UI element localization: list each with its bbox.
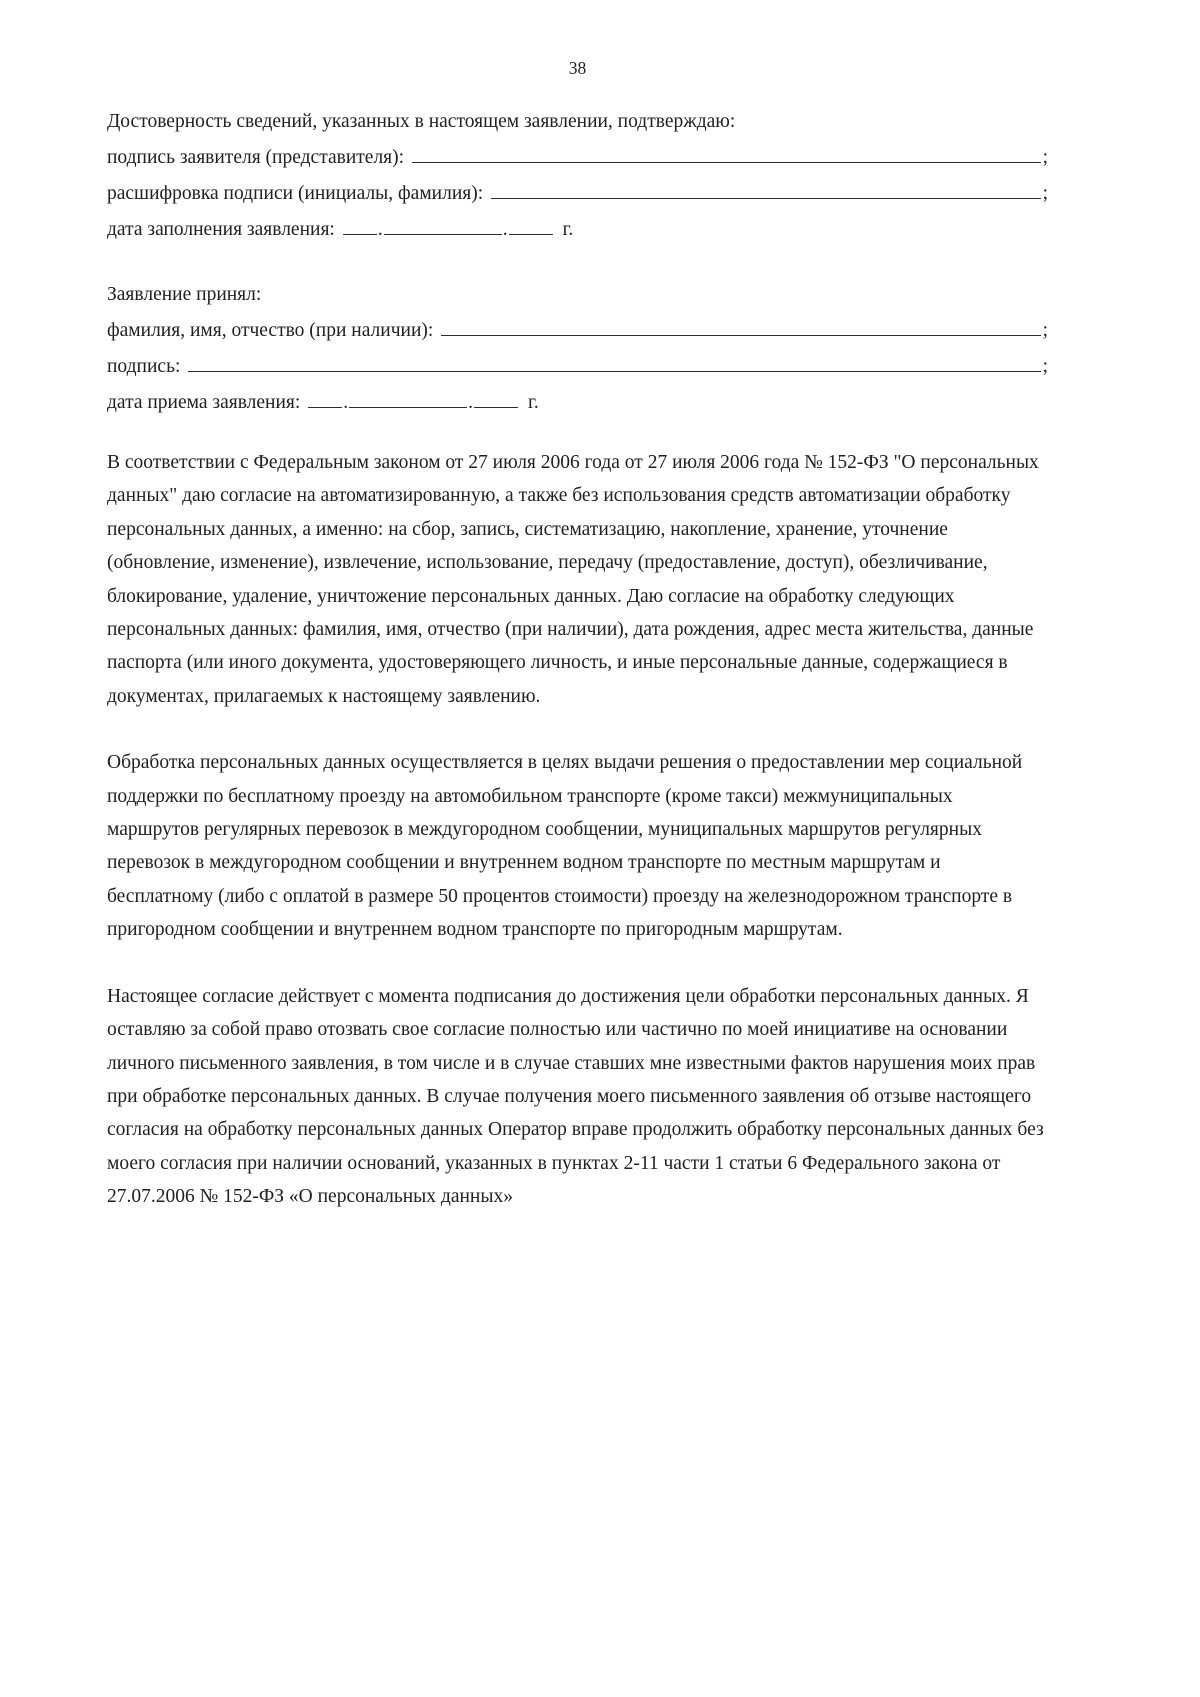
applicant-signature-blank xyxy=(412,144,1041,164)
confirmation-intro: Достоверность сведений, указанных в настоящем заявлении, подтверждаю: xyxy=(107,111,736,132)
consent-validity-paragraph: Настоящее согласие действует с момента подписания до достижения цели обработки персональных данных. Я оставляю за собой право отозвать свое согласие полностью или частично по моей инициативе на основании личного письменного заявления, в том числе и в случае ставших мне известными фактов нарушения моих прав при обработке персональных данных. В случае получения моего письменного заявления об отзыве настоящего согласия на обработку персональных данных Оператор вправе продолжить обработку персональных данных без моего согласия при наличии оснований, указанных в пунктах 2-11 части 1 статьи 6 Федерального закона от 27.07.2006 № 152-ФЗ «О персональных данных» xyxy=(107,985,1044,1208)
page-number: 38 xyxy=(568,58,587,78)
confirmation-intro-line xyxy=(107,104,1048,140)
signature-transcript-label: расшифровка подписи (инициалы, фамилия): xyxy=(107,183,484,204)
line-suffix: ; xyxy=(1042,183,1048,204)
signature-transcript-line xyxy=(107,176,1048,212)
receiver-signature-label: подпись: xyxy=(107,356,181,377)
receiver-name-line xyxy=(107,313,1048,349)
line-suffix: ; xyxy=(1042,356,1048,377)
receiver-name-blank xyxy=(441,317,1040,337)
processing-purpose-paragraph: Обработка персональных данных осуществляется в целях выдачи решения о предоставлении мер социальной поддержки по бесплатному проезду на автомобильном транспорте (кроме такси) межмуниципальных маршрутов регулярных перевозок в междугородном сообщении, муниципальных маршрутов регулярных перевозок в междугородном сообщении и внутреннем водном транспорте по местным маршрутам и бесплатному (либо с оплатой в размере 50 процентов стоимости) проезду на железнодорожном транспорте в пригородном сообщении и внутреннем водном транспорте по пригородным маршрутам. xyxy=(107,752,1023,941)
date-separator: . xyxy=(343,392,349,413)
applicant-signature-line xyxy=(107,140,1048,176)
receive-date-day-blank xyxy=(308,389,342,409)
consent-text-body xyxy=(107,446,1048,1214)
signature-transcript-blank xyxy=(491,180,1040,200)
received-intro: Заявление принял: xyxy=(107,284,262,305)
receiver-signature-line xyxy=(107,349,1048,385)
receive-date-year-blank xyxy=(474,389,518,409)
fill-date-month-blank xyxy=(384,216,502,236)
year-abbreviation: г. xyxy=(562,219,574,240)
applicant-signature-label: подпись заявителя (представителя): xyxy=(107,147,405,168)
fill-date-label: дата заполнения заявления: xyxy=(107,219,335,240)
fill-date-year-blank xyxy=(509,216,553,236)
consent-paragraph: В соответствии с Федеральным законом от 27 июля 2006 года от 27 июля 2006 года № 152-ФЗ "О персональных данных" даю согласие на автоматизированную, а также без использования средств автоматизации обработку персональных данных, а именно: на сбор, запись, систематизацию, накопление, хранение, уточнение (обновление, изменение), извлечение, использование, передачу (предоставление, доступ), обезличивание, блокирование, удаление, уничтожение персональных данных. Даю согласие на обработку следующих персональных данных: фамилия, имя, отчество (при наличии), дата рождения, адрес места жительства, данные паспорта (или иного документа, удостоверяющего личность, и иные персональные данные, содержащиеся в документах, прилагаемых к настоящему заявлению. xyxy=(107,452,1039,707)
date-separator: . xyxy=(502,219,508,240)
fill-date-day-blank xyxy=(343,216,377,236)
received-intro-line xyxy=(107,277,1048,313)
received-section xyxy=(107,277,1048,421)
year-abbreviation: г. xyxy=(528,392,539,413)
receiver-name-label: фамилия, имя, отчество (при наличии): xyxy=(107,320,434,341)
confirmation-section xyxy=(107,104,1048,248)
fill-date-line xyxy=(107,212,1048,248)
receive-date-label: дата приема заявления: xyxy=(107,392,301,413)
receiver-signature-blank xyxy=(188,353,1040,373)
receive-date-line xyxy=(107,385,1048,421)
line-suffix: ; xyxy=(1042,147,1048,168)
date-separator: . xyxy=(377,219,383,240)
receive-date-month-blank xyxy=(349,389,467,409)
date-separator: . xyxy=(468,392,474,413)
line-suffix: ; xyxy=(1042,320,1048,341)
